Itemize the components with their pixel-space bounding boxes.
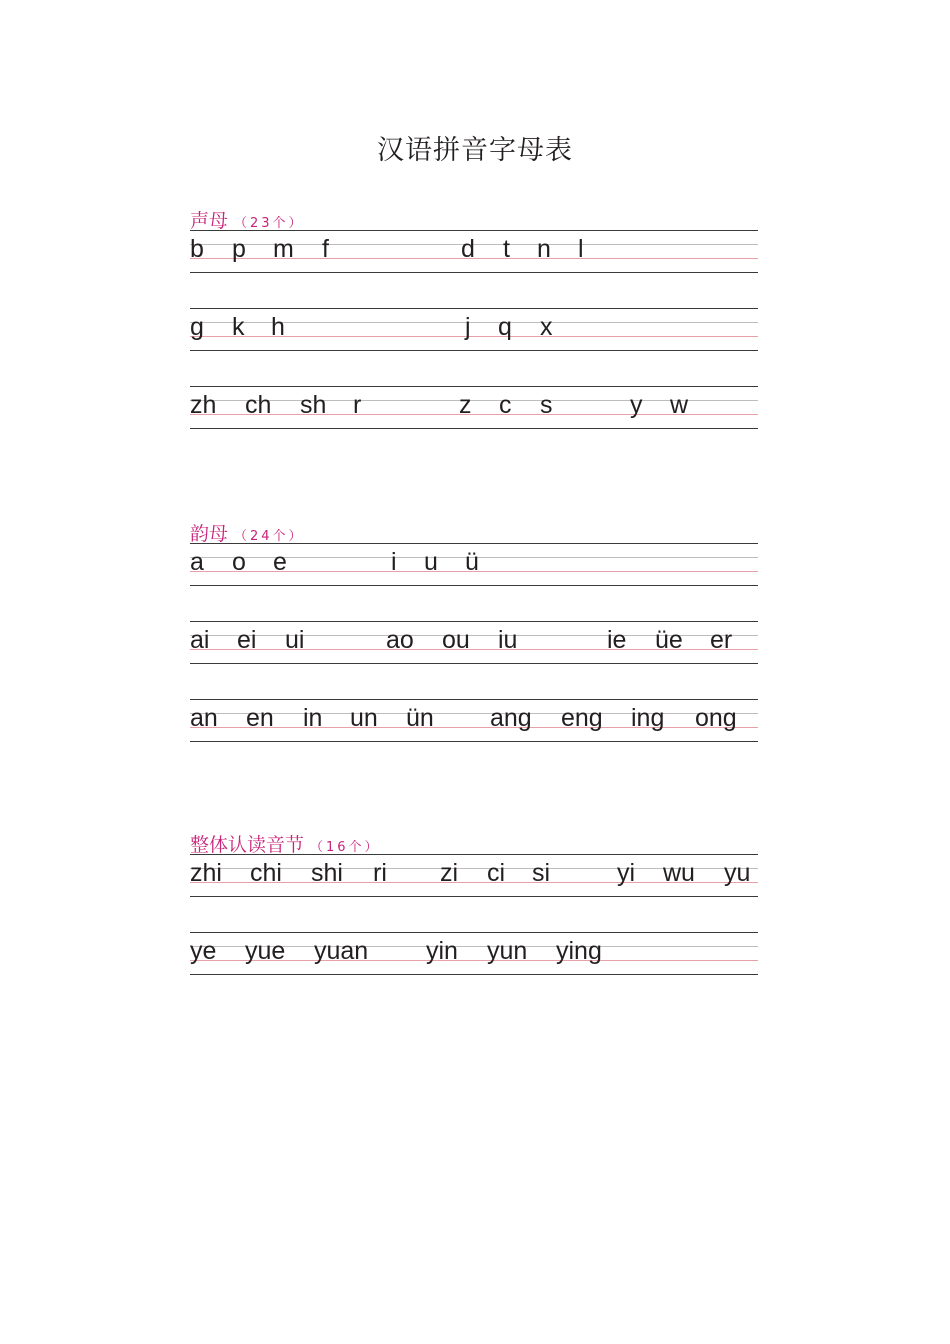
pinyin-letter: ong bbox=[695, 704, 737, 732]
pinyin-letter: yun bbox=[487, 937, 528, 965]
pinyin-letter: üe bbox=[655, 626, 683, 654]
pinyin-letter: g bbox=[190, 313, 204, 341]
pinyin-letter: sh bbox=[300, 391, 327, 419]
pinyin-letter: zh bbox=[190, 391, 217, 419]
section-heading-finals bbox=[190, 519, 305, 546]
pinyin-letter: ai bbox=[190, 626, 210, 654]
pinyin-letter: w bbox=[670, 391, 689, 419]
pinyin-letter: an bbox=[190, 704, 218, 732]
page-title: 汉语拼音字母表 bbox=[377, 135, 573, 166]
writing-row bbox=[190, 699, 758, 743]
pinyin-letter: ü bbox=[465, 548, 479, 576]
section-name: 声母 bbox=[190, 210, 229, 232]
section-count: （24个） bbox=[234, 529, 305, 544]
pinyin-letter: en bbox=[246, 704, 274, 732]
pinyin-letter: ing bbox=[631, 704, 665, 732]
pinyin-letter: n bbox=[537, 235, 551, 263]
pinyin-letter: s bbox=[540, 391, 553, 419]
pinyin-letter: er bbox=[710, 626, 733, 654]
pinyin-letter: ang bbox=[490, 704, 532, 732]
pinyin-letter: ou bbox=[442, 626, 470, 654]
pinyin-letter: z bbox=[459, 391, 472, 419]
pinyin-letter: si bbox=[532, 859, 551, 887]
pinyin-letter: ch bbox=[245, 391, 272, 419]
section-heading-initials bbox=[190, 206, 305, 233]
pinyin-letter: e bbox=[273, 548, 287, 576]
pinyin-letter: chi bbox=[250, 859, 282, 887]
section-count: （23个） bbox=[234, 216, 305, 231]
pinyin-letter: d bbox=[461, 235, 475, 263]
pinyin-letter: c bbox=[499, 391, 512, 419]
pinyin-letter: o bbox=[232, 548, 246, 576]
pinyin-letter: ao bbox=[386, 626, 414, 654]
section-name: 整体认读音节 bbox=[190, 834, 305, 856]
section-heading-whole-syllables bbox=[190, 830, 381, 857]
pinyin-letter: yin bbox=[426, 937, 458, 965]
writing-row bbox=[190, 308, 758, 352]
pinyin-letter: zhi bbox=[190, 859, 222, 887]
pinyin-letter: ye bbox=[190, 937, 217, 965]
writing-row bbox=[190, 230, 758, 274]
pinyin-letter: eng bbox=[561, 704, 603, 732]
section-name: 韵母 bbox=[190, 523, 229, 545]
pinyin-letter: q bbox=[498, 313, 512, 341]
pinyin-letter: l bbox=[578, 235, 584, 263]
pinyin-letter: i bbox=[391, 548, 397, 576]
pinyin-letter: ci bbox=[487, 859, 506, 887]
pinyin-letter: ui bbox=[285, 626, 305, 654]
section-count: （16个） bbox=[310, 840, 381, 855]
pinyin-letter: t bbox=[503, 235, 510, 263]
pinyin-letter: yu bbox=[724, 859, 751, 887]
pinyin-letter: y bbox=[630, 391, 643, 419]
writing-row bbox=[190, 543, 758, 587]
writing-row bbox=[190, 854, 758, 898]
pinyin-letter: un bbox=[350, 704, 378, 732]
pinyin-letter: b bbox=[190, 235, 204, 263]
pinyin-letter: shi bbox=[311, 859, 343, 887]
pinyin-letter: ei bbox=[237, 626, 257, 654]
pinyin-letter: r bbox=[353, 391, 362, 419]
pinyin-letter: yuan bbox=[314, 937, 369, 965]
pinyin-letter: p bbox=[232, 235, 246, 263]
pinyin-letter: a bbox=[190, 548, 204, 576]
pinyin-letter: x bbox=[540, 313, 553, 341]
pinyin-letter: wu bbox=[663, 859, 695, 887]
pinyin-letter: zi bbox=[440, 859, 459, 887]
pinyin-letter: ün bbox=[406, 704, 434, 732]
pinyin-letter: k bbox=[232, 313, 245, 341]
pinyin-letter: u bbox=[424, 548, 438, 576]
pinyin-letter: m bbox=[273, 235, 294, 263]
pinyin-letter: in bbox=[303, 704, 323, 732]
pinyin-letter: h bbox=[271, 313, 285, 341]
pinyin-letter: ie bbox=[607, 626, 627, 654]
pinyin-letter: ying bbox=[556, 937, 602, 965]
pinyin-letter: f bbox=[322, 235, 329, 263]
pinyin-letter: yue bbox=[245, 937, 286, 965]
writing-row bbox=[190, 932, 758, 976]
pinyin-letter: ri bbox=[373, 859, 387, 887]
pinyin-letter: yi bbox=[617, 859, 636, 887]
pinyin-letter: iu bbox=[498, 626, 518, 654]
writing-row bbox=[190, 386, 758, 430]
pinyin-letter: j bbox=[465, 313, 471, 341]
writing-row bbox=[190, 621, 758, 665]
